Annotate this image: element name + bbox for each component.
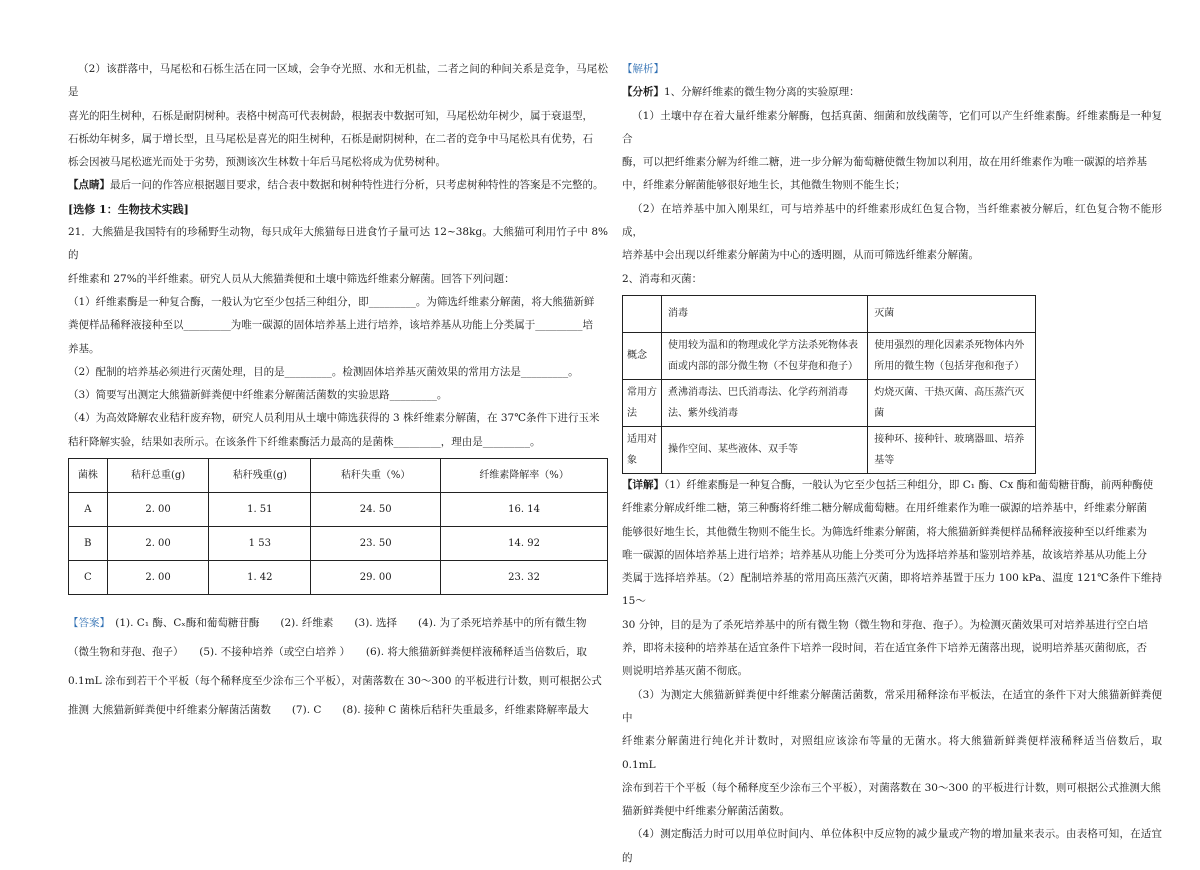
table-cell: 灼烧灭菌、干热灭菌、高压蒸汽灭菌 <box>868 379 1036 426</box>
xiangjie-line: 类属于选择培养基。（2）配制培养基的常用高压蒸汽灭菌，即将培养基置于压力 100 kPa、温度 121℃条件下维持 15～ <box>622 572 1162 608</box>
table-header-cell: 秸秆失重（%） <box>311 459 441 493</box>
xiangjie-line: （4）测定酶活力时可以用单位时间内、单位体积中反应物的减少量或产物的增加量来表示。由表格可知，在适宜的 <box>622 828 1162 864</box>
table-header-cell: 秸秆残重(g) <box>209 459 311 493</box>
answer-tag: 【答案】 <box>68 617 105 630</box>
xiangjie-line: 涂布到若干个平板（每个稀释度至少涂布三个平板），对菌落数在 30～300 的平板进行计数，则可根据公式推测大熊 <box>622 781 1161 794</box>
dianjing-paragraph <box>68 174 608 197</box>
table-cell: 操作空间、某些液体、双手等 <box>662 426 868 473</box>
answer-line: 推测 大熊猫新鲜粪便中纤维素分解菌活菌数 (7). C (8). 接种 C 菌株后秸秆失重最多，纤维素降解率最大 <box>68 704 589 717</box>
table-cell: 使用较为温和的物理或化学方法杀死物体表面或内部的部分微生物（不包芽孢和孢子） <box>662 332 868 379</box>
fenxi-line: 中，纤维素分解菌能够很好地生长，其他微生物则不能生长； <box>622 179 906 192</box>
section-title: [选修 1：生物技术实践] <box>68 202 189 216</box>
xiangjie-line <box>622 474 1162 497</box>
table-cell: 2. 00 <box>107 493 209 527</box>
xiangjie-line: 猫新鲜粪便中纤维素分解菌活菌数。 <box>622 805 790 818</box>
table-header-cell: 纤维素降解率（%） <box>441 459 608 493</box>
table-cell: 14. 92 <box>441 527 608 561</box>
xiangjie-line: 30 分钟，目的是为了杀死培养基中的所有微生物（微生物和芽孢、孢子）。为检测灭菌效果可对培养基进行空白培 <box>622 618 1148 631</box>
q2-analysis-line: 石栎幼年树多，属于增长型，且马尾松是喜光的阳生树种，石栎是耐阴树种，在二者的竞争中马尾松具有优势，石 <box>68 132 593 145</box>
table-cell: 1 53 <box>209 527 311 561</box>
table-cell: 接种环、接种针、玻璃器皿、培养基等 <box>868 426 1036 473</box>
subquestion-4-line: 秸秆降解实验，结果如表所示。在该条件下纤维素酶活力最高的是菌株_________，理由是_________。 <box>68 435 541 448</box>
answer-line: （微生物和芽孢、孢子） (5). 不接种培养（或空白培养 ） (6). 将大熊猫新鲜粪便样液稀释适当倍数后，取 <box>68 646 587 659</box>
right-column <box>622 58 1162 870</box>
subquestion-2-line: （2）配制的培养基必须进行灭菌处理，目的是_________。检测固体培养基灭菌效果的常用方法是_________。 <box>68 365 579 378</box>
spacer <box>68 595 608 609</box>
table-cell: A <box>69 493 108 527</box>
subquestion-3-line: （3）简要写出测定大熊猫新鲜粪便中纤维素分解菌活菌数的实验思路_________。 <box>68 389 448 402</box>
dianjing-text: 最后一问的作答应根据题目要求，结合表中数据和树种特性进行分析，只考虑树种特性的答案是不完整的。 <box>110 179 604 192</box>
table-cell: 23. 50 <box>311 527 441 561</box>
left-column <box>68 58 608 725</box>
q2-analysis-line: 栎会因被马尾松遮光而处于劣势，预测该次生林数十年后马尾松将成为优势树种。 <box>68 156 446 169</box>
table-cell: 29. 00 <box>311 561 441 595</box>
table-header-row <box>623 295 1036 332</box>
table-cell: 1. 51 <box>209 493 311 527</box>
fenxi-line: （2）在培养基中加入刚果红，可与培养基中的纤维素形成红色复合物，当纤维素被分解后，红色复合物不能形成， <box>622 202 1162 239</box>
table-cell: 24. 50 <box>311 493 441 527</box>
table-row <box>623 426 1036 473</box>
table-cell: 16. 14 <box>441 493 608 527</box>
table-row-header: 适用对象 <box>623 426 662 473</box>
table-cell: 2. 00 <box>107 527 209 561</box>
table-row <box>623 379 1036 426</box>
question-21-line: 21．大熊猫是我国特有的珍稀野生动物，每只成年大熊猫每日进食竹子量可达 12~38kg。大熊猫可利用竹子中 8%的 <box>68 226 608 262</box>
table-header-cell: 菌株 <box>69 459 108 493</box>
xiangjie-line: 能够很好地生长，其他微生物则不能生长。为筛选纤维素分解菌，将大熊猫新鲜粪便样品稀释液接种至以纤维素为 <box>622 525 1147 538</box>
answer-line: 0.1mL 涂布到若干个平板（每个稀释度至少涂布三个平板），对菌落数在 30～300 的平板进行计数，则可根据公式 <box>68 675 602 688</box>
fenxi-line <box>622 81 1162 104</box>
xiangjie-line: 纤维素分解成纤维二糖，第三种酶将纤维二糖分解成葡萄糖。在用纤维素作为唯一碳源的培养基中，纤维素分解菌 <box>622 502 1147 515</box>
table-row <box>623 332 1036 379</box>
table-header-cell <box>623 295 662 332</box>
fenxi-line: 培养基中会出现以纤维素分解菌为中心的透明圈，从而可筛选纤维素分解菌。 <box>622 249 979 262</box>
answer-text: (1). C₁ 酶、Cₓ酶和葡萄糖苷酶 (2). 纤维素 (3). 选择 (4). 为了杀死培养基中的所有微生物 <box>104 617 587 630</box>
xiangjie-line: 纤维素分解菌进行纯化并计数时，对照组应该涂布等量的无菌水。将大熊猫新鲜粪便样液稀释适当倍数后，取 0.1mL <box>622 735 1162 771</box>
xiangjie-tag: 【详解】 <box>622 478 664 491</box>
table-cell: C <box>69 561 108 595</box>
q2-analysis-line: （2）该群落中，马尾松和石栎生活在同一区域，会争夺光照、水和无机盐，二者之间的种间关系是竞争，马尾松是 <box>68 63 608 99</box>
fenxi-line: （1）土壤中存在着大量纤维素分解酶，包括真菌、细菌和放线菌等，它们可以产生纤维素酶。纤维素酶是一种复合 <box>622 109 1162 145</box>
xiangjie-line: 养，即将未接种的培养基在适宜条件下培养一段时间，若在适宜条件下培养无菌落出现，说明培养基灭菌彻底，否 <box>622 642 1147 655</box>
xiangjie-line: 唯一碳源的固体培养基上进行培养；培养基从功能上分类可分为选择培养基和鉴别培养基，故该培养基从功能上分 <box>622 548 1147 561</box>
table-header-cell: 灭菌 <box>868 295 1036 332</box>
table-header-cell: 秸秆总重(g) <box>107 459 209 493</box>
jiexi-tag: 【解析】 <box>622 63 664 75</box>
table-header-row <box>69 459 608 493</box>
table-row <box>69 561 608 595</box>
xiangjie-line: 则说明培养基灭菌不彻底。 <box>622 665 748 678</box>
table-cell: 煮沸消毒法、巴氏消毒法、化学药剂消毒法、紫外线消毒 <box>662 379 868 426</box>
table-cell: B <box>69 527 108 561</box>
fenxi-line: 酶，可以把纤维素分解为纤维二糖，进一步分解为葡萄糖使微生物加以利用，故在用纤维素作为唯一碳源的培养基 <box>622 156 1147 169</box>
fenxi-tag: 【分析】 <box>622 86 664 99</box>
fenxi-line: 2、消毒和灭菌： <box>622 272 703 285</box>
subquestion-1-line: 养基。 <box>68 342 100 355</box>
table-row-header: 常用方法 <box>623 379 662 426</box>
fenxi-text: 1、分解纤维素的微生物分离的实验原理： <box>664 86 860 99</box>
dianjing-tag: 【点睛】 <box>68 179 110 192</box>
table-header-cell: 消毒 <box>662 295 868 332</box>
subquestion-1-line: 粪便样品稀释液接种至以_________为唯一碳源的固体培养基上进行培养，该培养基从功能上分类属于_________培 <box>68 319 593 332</box>
answer-line <box>68 609 608 638</box>
table-cell: 1. 42 <box>209 561 311 595</box>
sterilization-table <box>622 295 1036 474</box>
subquestion-1-line: （1）纤维素酶是一种复合酶，一般认为它至少包括三种组分，即_________。为筛选纤维素分解菌，将大熊猫新鲜 <box>68 295 595 308</box>
table-cell: 使用强烈的理化因素杀死物体内外所用的微生物（包括芽孢和孢子） <box>868 332 1036 379</box>
xiangjie-text: （1）纤维素酶是一种复合酶，一般认为它至少包括三种组分，即 C₁ 酶、Cx 酶和葡萄糖苷酶，前两种酶使 <box>664 478 1154 491</box>
table-row-header: 概念 <box>623 332 662 379</box>
table-cell: 2. 00 <box>107 561 209 595</box>
table-cell: 23. 32 <box>441 561 608 595</box>
table-row <box>69 493 608 527</box>
xiangjie-line: （3）为测定大熊猫新鲜粪便中纤维素分解菌活菌数，常采用稀释涂布平板法，在适宜的条件下对大熊猫新鲜粪便中 <box>622 688 1162 724</box>
table-row <box>69 527 608 561</box>
question-21-line: 纤维素和 27%的半纤维素。研究人员从大熊猫粪便和土壤中筛选纤维素分解菌。回答下列问题： <box>68 272 515 285</box>
strain-results-table <box>68 458 608 595</box>
subquestion-4-line: （4）为高效降解农业秸秆废弃物，研究人员利用从土壤中筛选获得的 3 株纤维素分解菌，在 37℃条件下进行玉米 <box>68 412 600 425</box>
q2-analysis-line: 喜光的阳生树种，石栎是耐阴树种。表格中树高可代表树龄，根据表中数据可知，马尾松幼年树少，属于衰退型， <box>68 109 593 122</box>
